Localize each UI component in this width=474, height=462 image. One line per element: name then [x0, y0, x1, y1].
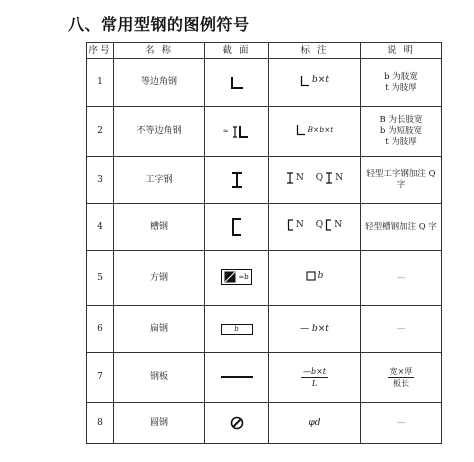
- round-bar-section-icon: [230, 416, 244, 430]
- note-line: —: [396, 323, 406, 334]
- note-line: t 为肢厚: [385, 137, 417, 147]
- header-no: 序号: [87, 43, 114, 59]
- section-text: ≈b: [238, 272, 249, 281]
- plate-mark-fraction: [301, 366, 328, 389]
- section-cell: [205, 157, 269, 204]
- square-mark-icon: [306, 271, 316, 281]
- note-cell: [361, 403, 442, 444]
- table-header-row: [87, 43, 442, 59]
- mark-text: — b×t: [300, 323, 329, 334]
- row-name: 工字钢: [114, 157, 205, 204]
- row-number: 3: [87, 157, 114, 204]
- table-row: [87, 107, 442, 157]
- row-name: 圆钢: [114, 403, 205, 444]
- unequal-angle-section-icon: [230, 124, 250, 140]
- fraction-numerator: 宽×厚: [389, 367, 413, 376]
- section-cell: [205, 107, 269, 157]
- mark-text: b×t: [312, 75, 329, 85]
- section-text: ≈: [222, 127, 229, 135]
- note-cell: [361, 353, 442, 403]
- note-cell: [361, 157, 442, 204]
- page-title: 八、常用型钢的图例符号: [68, 15, 250, 34]
- section-cell: [205, 306, 269, 353]
- equal-angle-section-icon: [229, 75, 245, 91]
- section-cell: [205, 251, 269, 306]
- row-number: 7: [87, 353, 114, 403]
- mark-cell: [269, 251, 361, 306]
- row-name: 钢板: [114, 353, 205, 403]
- channel-mark-icon: [325, 219, 332, 231]
- header-section: 截 面: [205, 43, 269, 59]
- mark-label: N: [295, 219, 304, 230]
- section-cell: [205, 403, 269, 444]
- fraction-denominator: 板长: [392, 379, 409, 388]
- angle-mark-icon: [300, 75, 310, 87]
- note-line: b 为肢宽: [384, 71, 418, 82]
- note-cell: [361, 59, 442, 107]
- mark-label: N: [334, 219, 343, 230]
- table-row: [87, 251, 442, 306]
- mark-label: N: [335, 172, 344, 183]
- header-name: 名 称: [114, 43, 205, 59]
- note-line: 轻型工字钢加注 Q 字: [366, 169, 436, 190]
- table-row: [87, 157, 442, 204]
- row-name: 等边角钢: [114, 59, 205, 107]
- row-number: 8: [87, 403, 114, 444]
- mark-cell: [269, 403, 361, 444]
- row-number: 6: [87, 306, 114, 353]
- row-name: 方钢: [114, 251, 205, 306]
- note-line: 轻型槽钢加注 Q 字: [365, 221, 437, 232]
- channel-mark-icon: [287, 219, 294, 231]
- row-name: 不等边角钢: [114, 107, 205, 157]
- section-text: b: [234, 324, 239, 333]
- row-name: 槽钢: [114, 204, 205, 251]
- channel-section-icon: [230, 217, 244, 237]
- mark-cell: [269, 157, 361, 204]
- section-cell: [205, 59, 269, 107]
- section-cell: [205, 204, 269, 251]
- mark-cell: [269, 353, 361, 403]
- mark-prefix: Q: [315, 172, 324, 183]
- i-beam-mark-icon: [325, 172, 333, 184]
- steel-symbol-table: [86, 42, 442, 444]
- mark-cell: [269, 59, 361, 107]
- note-cell: [361, 251, 442, 306]
- note-cell: [361, 204, 442, 251]
- mark-text: b: [317, 270, 324, 281]
- row-number: 5: [87, 251, 114, 306]
- mark-cell: [269, 306, 361, 353]
- note-line: b 为短肢宽: [379, 126, 423, 136]
- square-bar-section-icon: [224, 271, 236, 283]
- mark-text: φd: [308, 417, 321, 428]
- mark-label: N: [295, 172, 304, 183]
- section-cell: [205, 353, 269, 403]
- plate-note-fraction: [388, 366, 415, 389]
- mark-cell: [269, 204, 361, 251]
- note-cell: [361, 306, 442, 353]
- table-row: [87, 204, 442, 251]
- header-note: 说 明: [361, 43, 442, 59]
- row-number: 1: [87, 59, 114, 107]
- angle-mark-icon: [296, 124, 306, 136]
- note-line: —: [396, 272, 406, 283]
- table-row: [87, 59, 442, 107]
- mark-cell: [269, 107, 361, 157]
- i-beam-section-icon: [230, 171, 244, 189]
- note-cell: [361, 107, 442, 157]
- mark-prefix: Q: [315, 219, 324, 230]
- table-row: [87, 403, 442, 444]
- plate-section-icon: [220, 374, 254, 380]
- flat-bar-section-icon: [221, 324, 253, 335]
- table-row: [87, 306, 442, 353]
- fraction-denominator: L: [311, 379, 318, 388]
- row-name: 扁钢: [114, 306, 205, 353]
- row-number: 2: [87, 107, 114, 157]
- i-beam-mark-icon: [286, 172, 294, 184]
- note-line: B 为长肢宽: [379, 115, 423, 125]
- fraction-numerator: —b×t: [302, 367, 327, 376]
- row-number: 4: [87, 204, 114, 251]
- header-mark: 标 注: [269, 43, 361, 59]
- table-row: [87, 353, 442, 403]
- note-line: t 为肢厚: [385, 82, 417, 93]
- note-line: —: [396, 417, 406, 428]
- mark-text: B×b×t: [307, 125, 334, 134]
